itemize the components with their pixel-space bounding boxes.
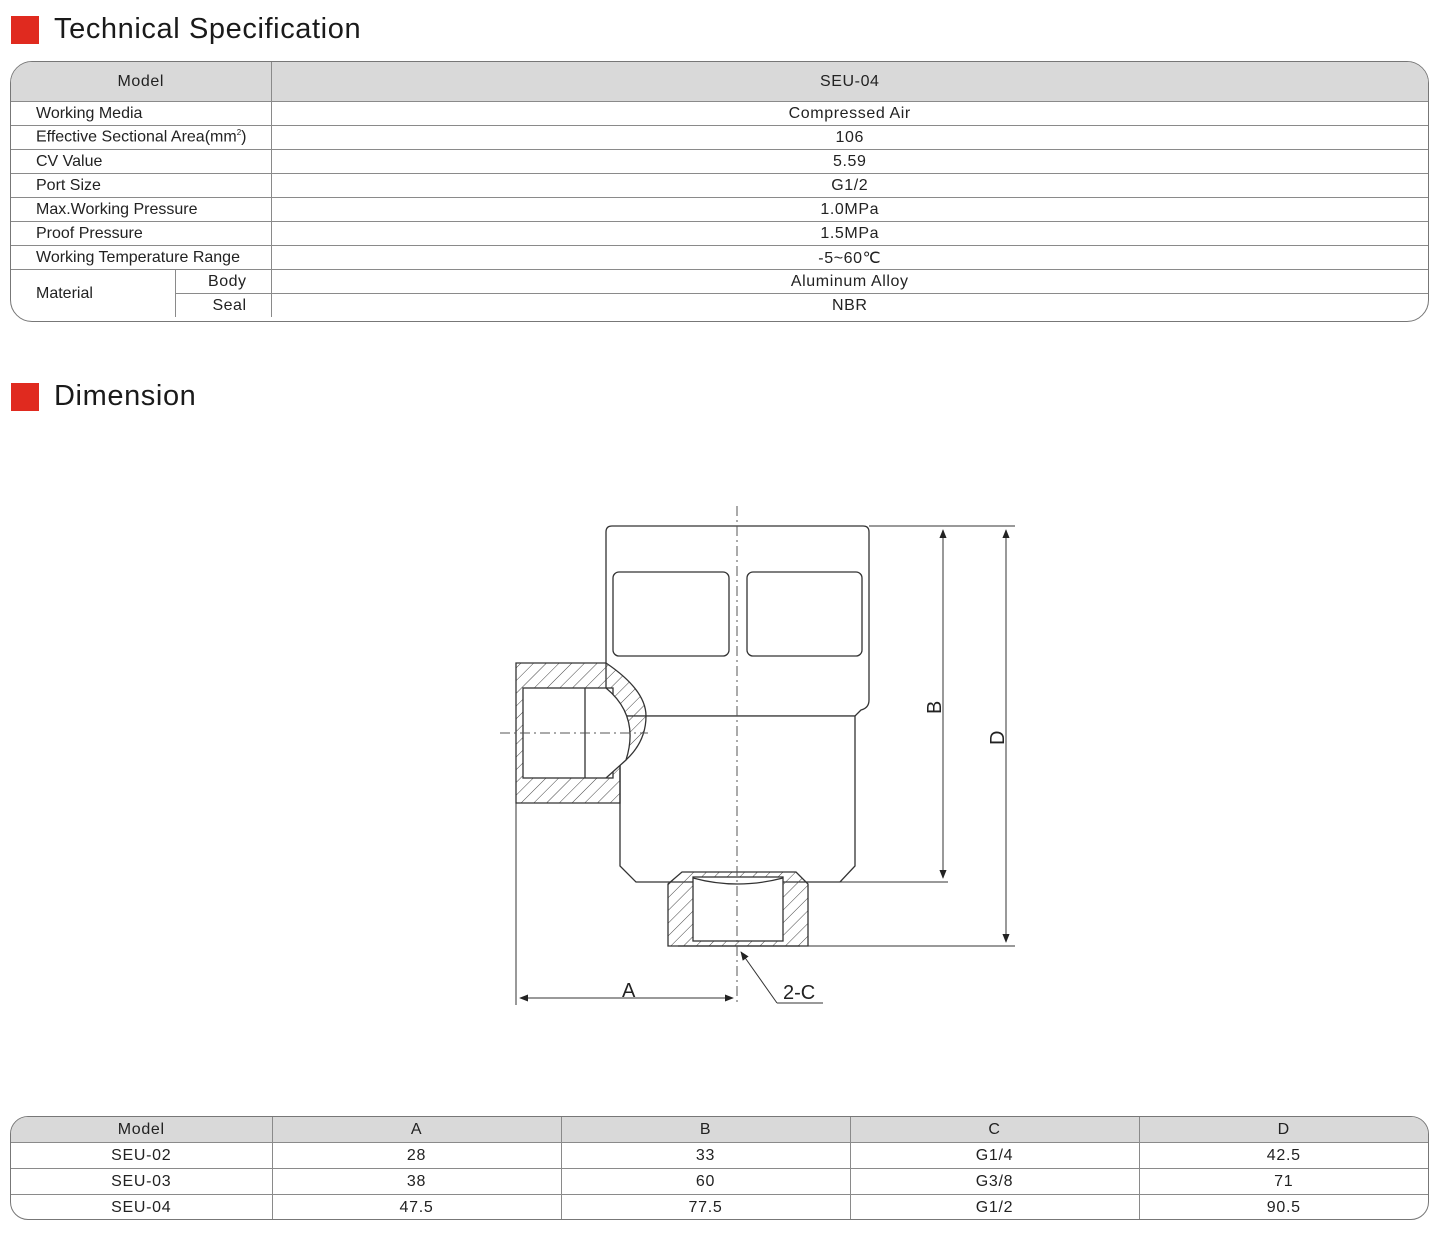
header-a: A	[272, 1117, 561, 1143]
dimension-label-c: 2-C	[783, 982, 816, 1004]
model-value: SEU-04	[271, 62, 1428, 102]
dimension-header-row	[11, 1117, 1428, 1143]
bottom-port-bore	[693, 877, 783, 941]
material-seal-label: Seal	[175, 294, 271, 318]
spec-label: Port Size	[11, 174, 271, 198]
dimension-row	[11, 1143, 1428, 1169]
cell-b: 60	[561, 1169, 850, 1195]
header-d: D	[1139, 1117, 1428, 1143]
spec-label: CV Value	[11, 150, 271, 174]
cell-model: SEU-04	[11, 1195, 272, 1221]
spec-value: Compressed Air	[271, 102, 1428, 126]
cell-model: SEU-03	[11, 1169, 272, 1195]
header-c: C	[850, 1117, 1139, 1143]
leader-line-c	[741, 952, 777, 1003]
cell-c: G3/8	[850, 1169, 1139, 1195]
dimension-row	[11, 1169, 1428, 1195]
material-label: Material	[11, 270, 175, 318]
spec-value: 1.5MPa	[271, 222, 1428, 246]
material-seal-value: NBR	[831, 296, 868, 314]
cell-d: 71	[1139, 1169, 1428, 1195]
section-title-text: Dimension	[54, 380, 197, 412]
section-title-text: Technical Specification	[54, 13, 362, 45]
cell-b: 33	[561, 1143, 850, 1169]
dimension-label-d: D	[987, 730, 1009, 745]
cell-b: 77.5	[561, 1195, 850, 1221]
spec-label: Working Temperature Range	[11, 246, 271, 270]
spec-label: Proof Pressure	[11, 222, 271, 246]
dimension-row	[11, 1195, 1428, 1221]
cell-d: 42.5	[1139, 1143, 1428, 1169]
header-model: Model	[11, 1117, 272, 1143]
spec-value: 106	[271, 126, 1428, 150]
dimension-label-a: A	[622, 980, 636, 1002]
cell-a: 47.5	[272, 1195, 561, 1221]
model-header: Model	[11, 62, 271, 102]
material-body-label: Body	[175, 270, 271, 294]
spec-label: Max.Working Pressure	[11, 198, 271, 222]
spec-value: 5.59	[271, 150, 1428, 174]
material-body-value: Aluminum Alloy	[271, 270, 1428, 294]
dimension-table	[10, 1116, 1429, 1220]
spec-value: -5~60℃	[271, 246, 1428, 270]
spec-label-end: )	[241, 128, 247, 146]
spec-label: Working Media	[11, 102, 271, 126]
spec-label-text: Effective Sectional Area(mm	[36, 128, 237, 146]
cell-a: 38	[272, 1169, 561, 1195]
cell-model: SEU-02	[11, 1143, 272, 1169]
spec-value: G1/2	[271, 174, 1428, 198]
dimension-label-b: B	[924, 700, 946, 714]
header-b: B	[561, 1117, 850, 1143]
spec-value: 1.0MPa	[271, 198, 1428, 222]
superscript: 2	[236, 128, 242, 138]
cell-a: 28	[272, 1143, 561, 1169]
cell-c: G1/4	[850, 1143, 1139, 1169]
cell-c: G1/2	[850, 1195, 1139, 1221]
cell-d: 90.5	[1266, 1198, 1301, 1216]
